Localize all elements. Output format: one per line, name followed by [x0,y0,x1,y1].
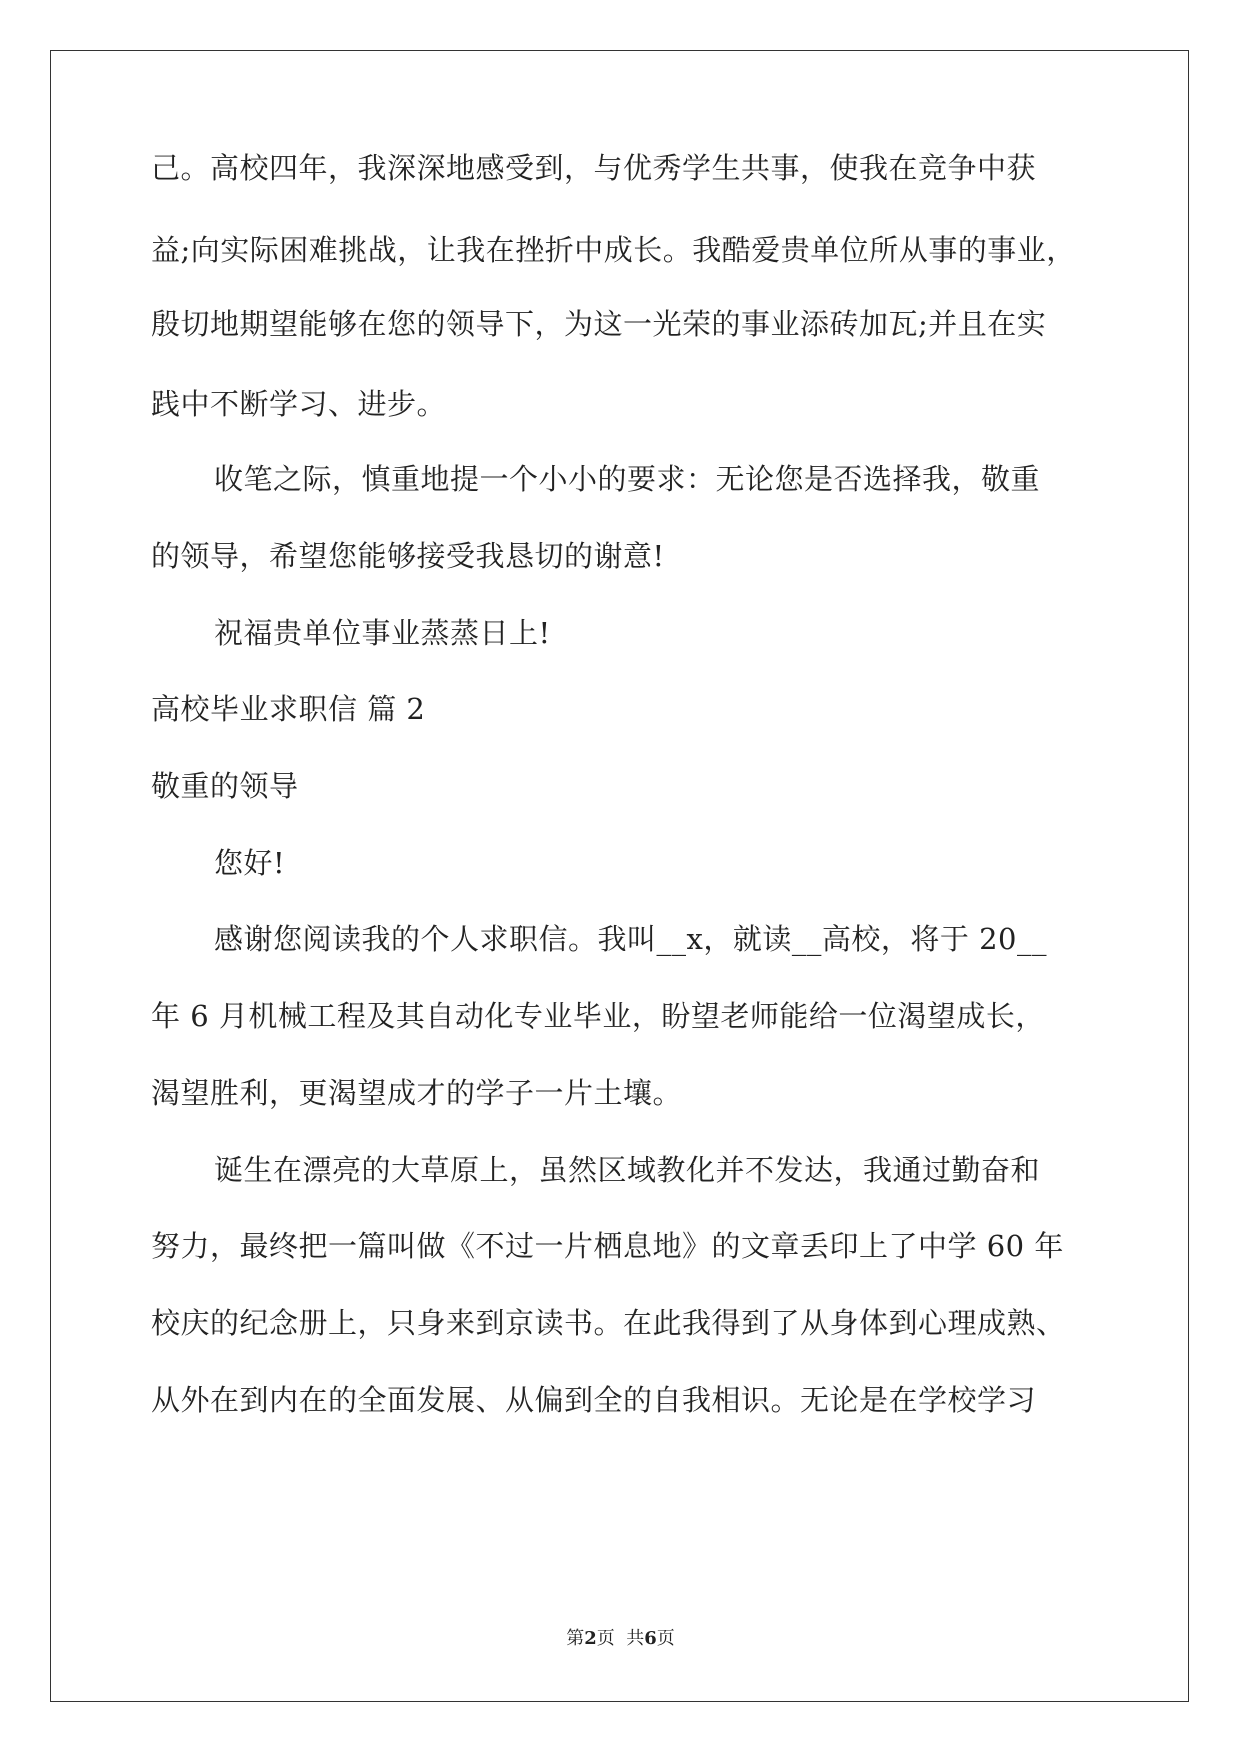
body-line: 收笔之际，慎重地提一个小小的要求：无论您是否选择我，敬重 [214,462,1041,496]
greeting: 您好! [214,846,286,880]
body-line: 从外在到内在的全面发展、从偏到全的自我相识。无论是在学校学习 [151,1383,1037,1417]
page-current: 2 [584,1628,597,1649]
body-line: 渴望胜利，更渴望成才的学子一片土壤。 [151,1076,683,1110]
body-line: 年 6 月机械工程及其自动化专业毕业，盼望老师能给一位渴望成长， [151,999,1045,1033]
body-line: 感谢您阅读我的个人求职信。我叫__x，就读__高校，将于 20__ [214,922,1047,956]
body-line: 诞生在漂亮的大草原上，虽然区域教化并不发达，我通过勤奋和 [214,1153,1041,1187]
body-line: 益;向实际困难挑战，让我在挫折中成长。我酷爱贵单位所从事的事业， [151,233,1076,267]
body-line: 践中不断学习、进步。 [151,387,447,421]
page-suffix: 页 [656,1628,675,1649]
salutation: 敬重的领导 [151,769,299,803]
body-line: 祝福贵单位事业蒸蒸日上! [214,616,551,650]
body-line: 努力，最终把一篇叫做《不过一片栖息地》的文章丢印上了中学 60 年 [151,1229,1064,1263]
body-line: 殷切地期望能够在您的领导下，为这一光荣的事业添砖加瓦;并且在实 [151,307,1047,341]
page-number-footer [0,1627,1241,1651]
body-line: 校庆的纪念册上，只身来到京读书。在此我得到了从身体到心理成熟、 [151,1306,1066,1340]
section-heading: 高校毕业求职信 篇 2 [151,692,426,726]
body-line: 己。高校四年，我深深地感受到，与优秀学生共事，使我在竞争中获 [151,151,1037,185]
page-total: 6 [644,1628,657,1649]
page-prefix: 第 [566,1628,585,1649]
page-mid: 页 共 [596,1628,645,1649]
body-line: 的领导，希望您能够接受我恳切的谢意! [151,539,665,573]
